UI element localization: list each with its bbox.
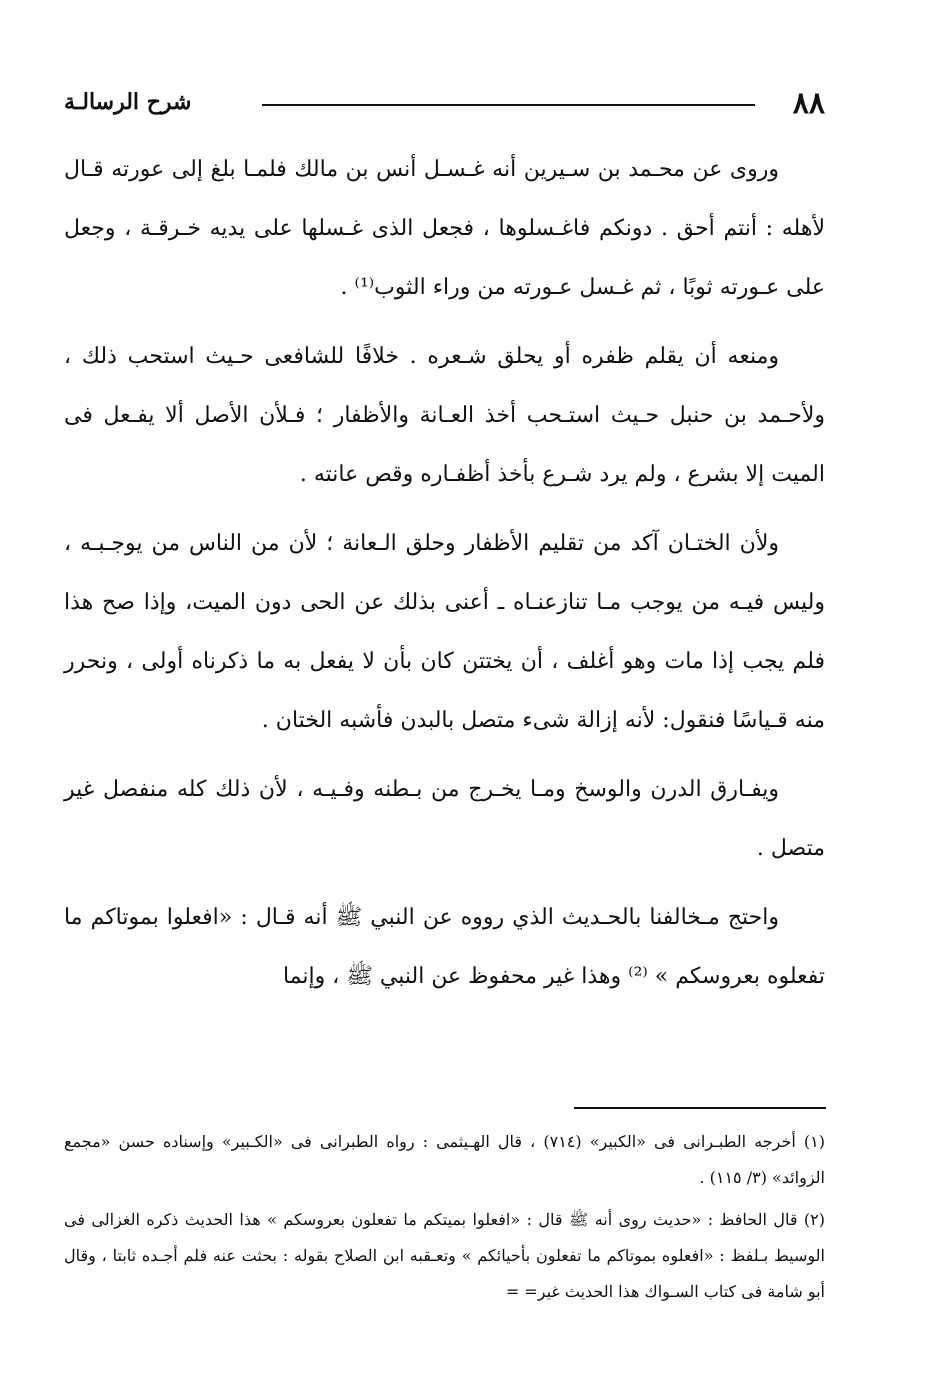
page-header (64, 82, 825, 122)
paragraph: ولأن الختـان آكد من تقليم الأظفار وحلق الـعانة ؛ لأن من الناس من يوجـبـه ، وليس فيـه من يوجب مـا تنازعنـاه ـ أعنى بذلك عن الحى دون الميت، وإذا صح هذا فلم يجب إذا مات وهو أغلف ، أن يختتن كان بأن لا يفعل به ما ذكرناه أولى ، ونحرر منه قـياسًا فنقول: لأنه إزالة شىء متصل بالبدن فأشبه الختان . (64, 531, 825, 733)
footnotes (64, 1124, 825, 1316)
header-rule (262, 104, 755, 106)
page-number: ٨٨ (792, 86, 825, 121)
footnote-separator (574, 1107, 826, 1109)
footnote: (١) أخرجه الطبـرانى فى «الكبير» (٧١٤) ، قال الهـيثمى : رواه الطبرانى فى «الكـبير» وإسناده حسن «مجمع الزوائد» (٣/ ١١٥) . (64, 1132, 826, 1187)
footnote: (٢) قال الحافظ : «حديث روى أنه ﷺ قال : «افعلوا بميتكم ما تفعلون بعروسكم » هذا الحديث ذكره الغزالى فى الوسيط بـلفظ : «افعلوه بموتاكم ما تفعلون بأحيائكم » وتعـقبه ابن الصلاح بقوله : بحثت عنه فلم أجـده ثابتا ، وقال أبو شامة فى كتاب السـواك هذا الحديث غير= = (64, 1210, 825, 1301)
main-text (64, 140, 825, 1016)
running-title: شرح الرسالـة (64, 89, 192, 115)
paragraph: وروى عن محـمد بن سـيرين أنه غـسـل أنس بن مالك فلمـا بلغ إلى عورته قـال لأهله : أنتم أحق . دونكم فاغـسلوها ، فجعل الذى غـسلها على يديه خـرقـة ، وجعل على عـورته ثوبًا ، ثم غـسل عـورته من وراء الثوب⁽¹⁾ . (64, 157, 825, 300)
paragraph: ومنعه أن يقلم ظفره أو يحلق شـعره . خلافًا للشافعى حـيث استحب ذلك ، ولأحـمد بن حنبل حـيث استـحب أخذ العـانة والأظفار ؛ فـلأن الأصل ألا يفـعل فى الميت إلا بشرع ، ولم يرد شـرع بأخذ أظفـاره وقص عانته . (64, 344, 825, 487)
paragraph: واحتج مـخالفنا بالحـديث الذي رووه عن النبي ﷺ أنه قـال : «افعلوا بموتاكم ما تفعلوه بعروسكم » ⁽²⁾ وهذا غير محفوظ عن النبي ﷺ ، وإنما (64, 905, 825, 989)
paragraph: ويفـارق الدرن والوسخ ومـا يخـرج من بـطنه وفـيـه ، لأن ذلك كله منفصل غير متصل . (64, 777, 825, 861)
